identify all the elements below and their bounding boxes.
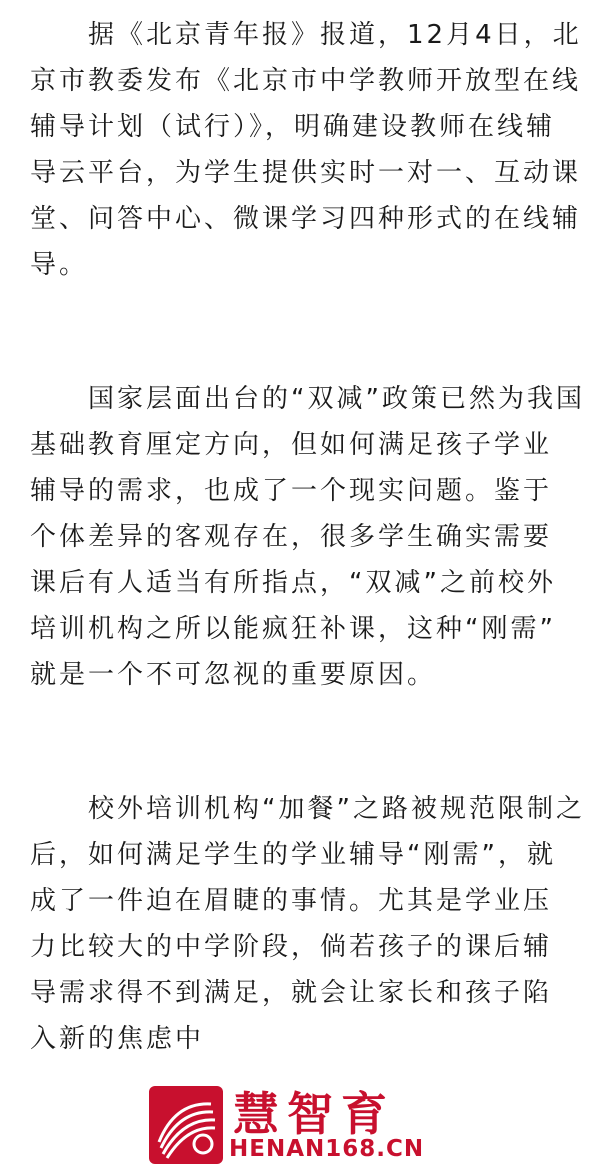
paragraph-line: 导需求得不到满足，就会让家长和孩子陷: [30, 978, 553, 1008]
brand-logo-icon: [145, 1082, 227, 1168]
paragraph-line: 成了一件迫在眉睫的事情。尤其是学业压: [30, 886, 553, 916]
paragraph-line: 京市教委发布《北京市中学教师开放型在线: [30, 66, 582, 96]
watermark-brand: 慧智育: [233, 1087, 395, 1141]
paragraph-line: 堂、问答中心、微课学习四种形式的在线辅: [30, 204, 582, 234]
paragraph-line: 基础教育厘定方向，但如何满足孩子学业: [30, 430, 553, 460]
paragraph-2: [30, 376, 585, 698]
paragraph-line: 入新的焦虑中: [30, 1024, 205, 1054]
paragraph-line: 个体差异的客观存在，很多学生确实需要: [30, 522, 553, 552]
paragraph-1: [30, 12, 582, 288]
paragraph-spacer: [30, 288, 575, 376]
article-body: [30, 12, 585, 1062]
paragraph-line: 辅导的需求，也成了一个现实问题。鉴于: [30, 476, 553, 506]
paragraph-3: [30, 786, 585, 1062]
paragraph-line: 力比较大的中学阶段，倘若孩子的课后辅: [30, 932, 553, 962]
paragraph-line: 导云平台，为学生提供实时一对一、互动课: [30, 158, 582, 188]
paragraph-line: 后，如何满足学生的学业辅导“刚需”，就: [30, 840, 556, 870]
paragraph-line: 培训机构之所以能疯狂补课，这种“刚需”: [30, 614, 556, 644]
watermark-domain: HENAN168.CN: [229, 1136, 425, 1162]
watermark: [145, 1076, 425, 1171]
paragraph-line: 据《北京青年报》报道，12月4日，北: [30, 20, 582, 50]
paragraph-line: 就是一个不可忽视的重要原因。: [30, 660, 437, 690]
paragraph-line: 国家层面出台的“双减”政策已然为我国: [30, 384, 585, 414]
paragraph-line: 辅导计划（试行）》，明确建设教师在线辅: [30, 112, 556, 142]
paragraph-line: 导。: [30, 250, 89, 280]
paragraph-spacer: [30, 698, 575, 786]
paragraph-line: 校外培训机构“加餐”之路被规范限制之: [30, 794, 585, 824]
paragraph-line: 课后有人适当有所指点，“双减”之前校外: [30, 568, 556, 598]
